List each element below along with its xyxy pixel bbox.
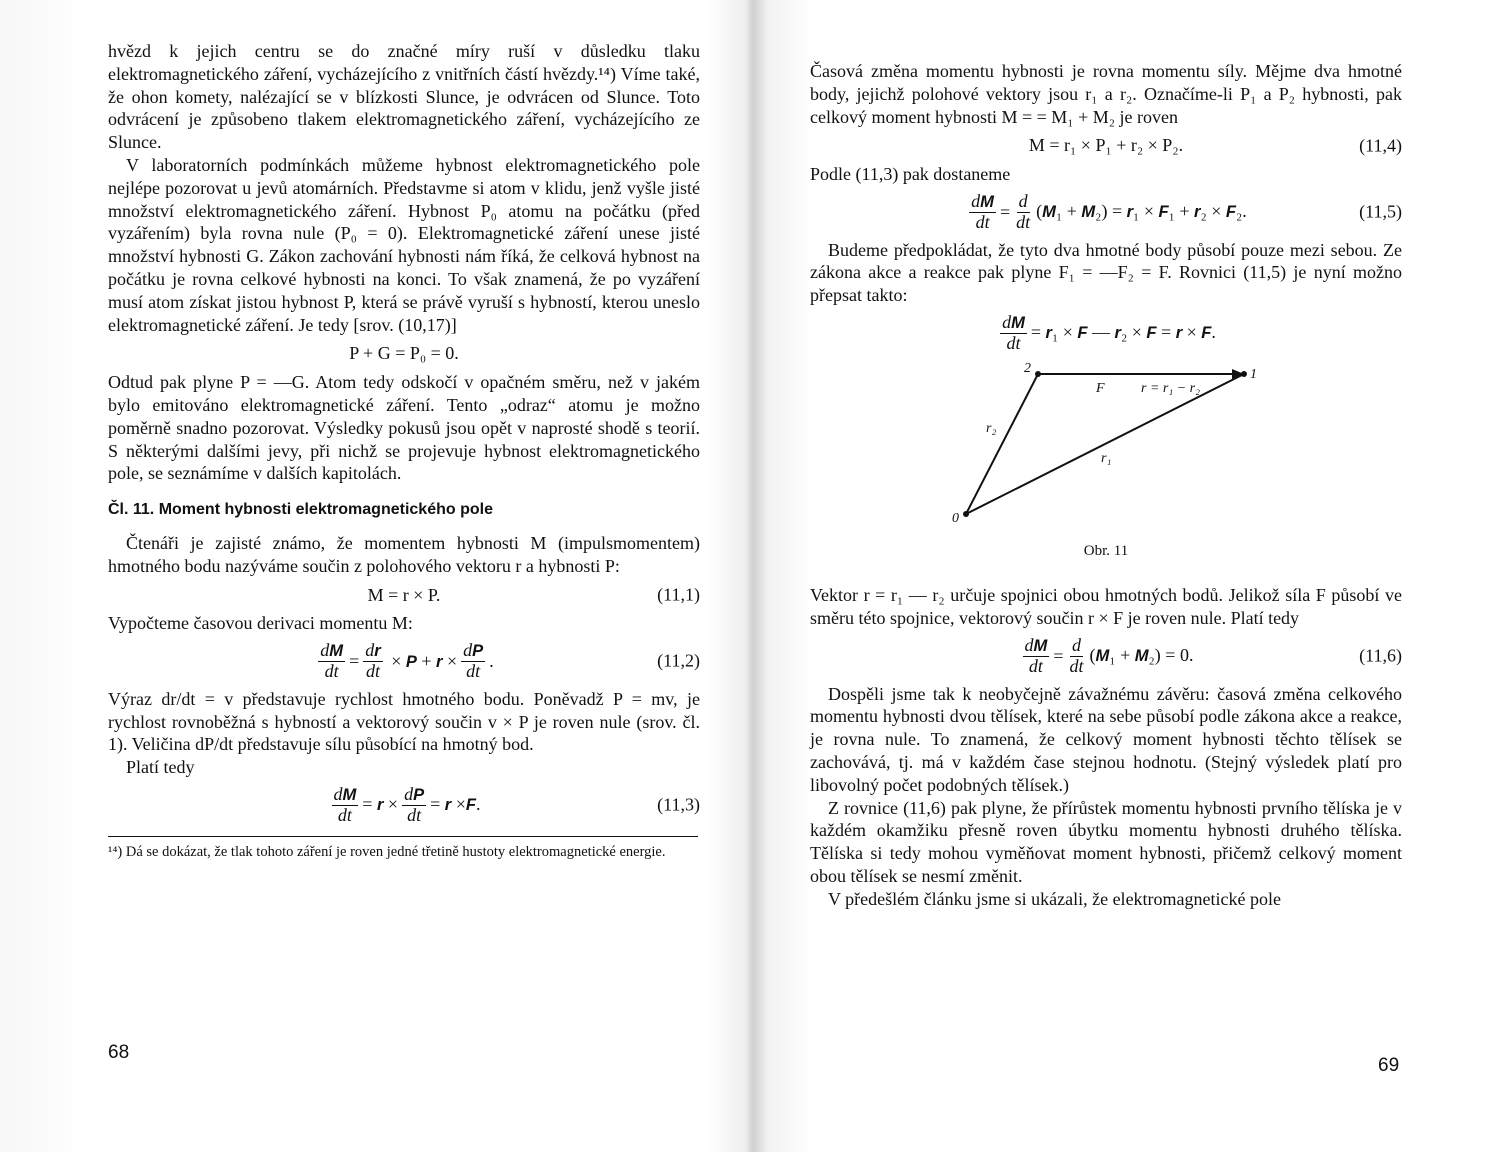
- fraction: $\frac{d}{dt}$: [1069, 634, 1084, 676]
- label-r: r = r₁ − r₂: [1141, 380, 1200, 396]
- equation: [108, 584, 700, 607]
- equation-11-2: $\frac{dM}{dt}$ = $\frac{dr}{dt}$ × P + r × $\frac{dP}{dt}$ . (11,2): [320, 640, 700, 681]
- label-0: 0: [952, 510, 959, 526]
- paragraph: hvězd k jejich centru se do značné míry ruší v důsledku tlaku elektromagnetického záření, vycházejícího z vnitřních částí hvězdy.¹⁴) Víme také, že ohon komety, nalézající se v blízkosti Slunce, je odvrácen od Slunce. Toto odvrácení je způsobeno tlakem elektromagnetického záření, vycházejícího ze Slunce.: [108, 41, 700, 153]
- fraction: $\frac{dM}{dt}$: [971, 190, 994, 232]
- equation-number: (11,1): [657, 584, 700, 605]
- paragraph: Odtud pak plyne P = —G. Atom tedy odskočí v opačném směru, než v jakém bylo emitováno elektromagnetické záření. Tento „odraz“ atomu je možno poměrně snadno pozorovat. Výsledky pokusů jsou opět v naprosté shodě s teorií. S některými dalšími jevy, při nichž se projevuje hybnost elektromagnetického pole, se seznámíme v dalších kapitolách.: [108, 372, 700, 484]
- paragraph: Vypočteme časovou derivaci momentu M:: [108, 613, 413, 634]
- equation-11-5: $\frac{dM}{dt}$ = $\frac{d}{dt}$ (M₁ + M₂) = r₁ × F₁ + r₂ × F₂. (11,5): [971, 190, 1402, 232]
- fraction: $\frac{dM}{dt}$: [333, 783, 357, 825]
- page-number: 68: [108, 1042, 130, 1063]
- label-r1: r₁: [1101, 450, 1112, 466]
- right-page: [753, 0, 1506, 1152]
- equation-text: M = r₁ × P₁ + r₂ × P₂.: [1028, 135, 1184, 156]
- paragraph: V předešlém článku jsme si ukázali, že elektromagnetické pole: [828, 888, 1281, 909]
- label-r2: r₂: [986, 420, 997, 436]
- paragraph: V laboratorních podmínkách můžeme hybnost elektromagnetického pole nejlépe pozorovat u jevů atomárních. Představme si atom v klidu, jenž vyšle jisté množství elektromagnetického záření. Hybnost P₀ atomu na počátku (před vyzářením) byla rovna nule (P₀ = 0). Elektromagnetické záření unese jisté množství hybnosti G. Zákon zachování hybnosti nám říká, že celková hybnost na počátku je rovna celkové hybnosti na konci. To však znamená, že po vyzáření musí atom získat jistou hybnost P, která se právě vyruší s hybností, kterou uneslo elektromagnetické záření. Je tedy [srov. (10,17)]: [108, 154, 700, 335]
- page-number: 69: [1378, 1055, 1400, 1076]
- fraction: $\frac{dr}{dt}$: [365, 640, 381, 681]
- fraction: $\frac{dM}{dt}$: [1024, 634, 1048, 676]
- paragraph: Budeme předpokládat, že tyto dva hmotné body působí pouze mezi sebou. Ze zákona akce a reakce pak plyne F₁ = —F₂ = F. Rovnici (11,5) je nyní možno přepsat takto:: [810, 239, 1402, 306]
- paragraph: Časová změna momentu hybnosti je rovna momentu síly. Mějme dva hmotné body, jejichž polohové vektory jsou r₁ a r₂. Označíme-li P₁ a P₂ hybnosti, pak celkový moment hybnosti M = = M₁ + M₂ je roven: [810, 61, 1402, 127]
- fraction: $\frac{dP}{dt}$: [404, 783, 425, 825]
- left-text-block: [108, 40, 700, 862]
- vector-r2-line: [966, 374, 1038, 514]
- right-text-block: [810, 60, 1402, 911]
- equation-number: (11,4): [1359, 135, 1402, 156]
- equation-moment-rxF: $\frac{dM}{dt}$ = r₁ × F — r₂ × F = r × F.: [1002, 311, 1216, 353]
- equation-number: (11,5): [1359, 201, 1402, 222]
- section-heading: Čl. 11. Moment hybnosti elektromagnetického pole: [108, 501, 493, 519]
- label-1: 1: [1250, 366, 1257, 382]
- paragraph: Z rovnice (11,6) pak plyne, že přírůstek momentu hybnosti prvního tělíska je v každém okamžiku přesně roven úbytku momentu hybnosti druhého tělíska. Tělíska si tedy mohou vyměňovat moment hybnosti, přičemž celkový moment obou tělísek se nesmí změnit.: [810, 797, 1402, 886]
- fraction: $\frac{dM}{dt}$: [1002, 311, 1025, 353]
- fraction: $\frac{dP}{dt}$: [463, 640, 484, 681]
- paragraph: Vektor r = r₁ — r₂ určuje spojnici obou hmotných bodů. Jelikož síla F působí ve směru této spojnice, vektorový součin r × F je roven nule. Platí tedy: [810, 585, 1402, 629]
- equation-11-3: $\frac{dM}{dt}$ = r × $\frac{dP}{dt}$ = r ×F. (11,3): [333, 783, 700, 825]
- equation-text: P + G = P₀ = 0.: [349, 343, 459, 364]
- fraction: $\frac{dM}{dt}$: [320, 640, 344, 681]
- equation: [108, 342, 700, 365]
- equation-11-6: $\frac{dM}{dt}$ = $\frac{d}{dt}$ (M₁ + M₂) = 0. (11,6): [1024, 634, 1402, 676]
- paragraph: Čtenáři je zajisté známo, že momentem hybnosti M (impulsmomentem) hmotného bodu nazýváme součin z polohového vektoru r a hybnosti P:: [108, 532, 700, 576]
- equation-number: (11,2): [657, 651, 700, 672]
- point-2: [1035, 371, 1041, 377]
- paragraph: Výraz dr/dt = v představuje rychlost hmotného bodu. Poněvadž P = mv, je rychlost rovnoběžná s hybností a vektorový součin v × P je roven nule (srov. čl. 1). Veličina dP/dt představuje sílu působící na hmotný bod.: [108, 688, 700, 755]
- paragraph: Dospěli jsme tak k neobyčejně závažnému závěru: časová změna celkového momentu hybnosti dvou tělísek, které na sebe působí podle zákona akce a reakce, je rovna nule. To znamená, že celkový moment hybnosti těchto tělísek se zachovává, tj. má v každém čase stejnou hodnotu. (Stejný výsledek platí pro libovolný počet podobných tělísek.): [810, 683, 1402, 795]
- paragraph: Podle (11,3) pak dostaneme: [810, 164, 1011, 185]
- equation-text: M = r × P.: [367, 584, 441, 605]
- equation: [810, 134, 1402, 157]
- fraction: $\frac{d}{dt}$: [1016, 190, 1031, 232]
- paragraph: Platí tedy: [126, 757, 195, 778]
- footnote: ¹⁴) Dá se dokázat, že tlak tohoto záření je roven jedné třetině hustoty elektromagnetické energie.: [108, 836, 698, 862]
- equation-number: (11,6): [1359, 645, 1402, 666]
- equation-number: (11,3): [657, 794, 700, 815]
- point-0: [963, 511, 969, 517]
- label-F: F: [1096, 380, 1105, 396]
- vector-r1-line: [966, 374, 1244, 514]
- label-2: 2: [1024, 361, 1031, 376]
- figure-vector-diagram: [946, 362, 1266, 532]
- figure-caption: Obr. 11: [1083, 542, 1129, 559]
